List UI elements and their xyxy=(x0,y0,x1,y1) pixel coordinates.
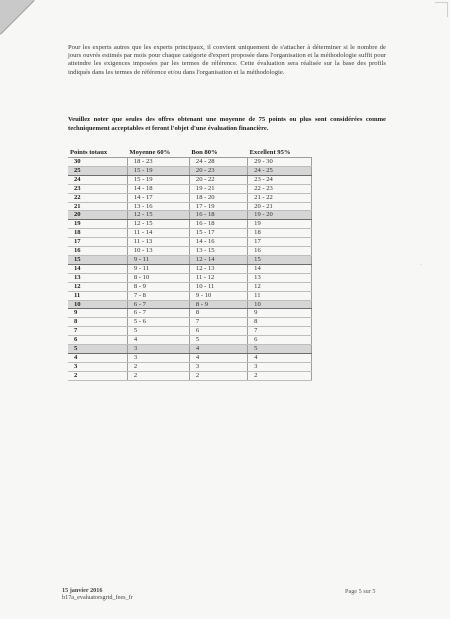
cell-moyenne: 3 xyxy=(127,353,189,362)
cell-moyenne: 12 - 15 xyxy=(127,211,189,220)
cell-moyenne: 6 - 7 xyxy=(127,300,189,309)
cell-moyenne: 12 - 15 xyxy=(127,220,189,229)
table-row xyxy=(68,318,312,327)
cell-points-totaux: 9 xyxy=(68,309,127,318)
cell-excellent: 14 xyxy=(248,264,312,273)
cell-excellent: 24 - 25 xyxy=(248,166,312,175)
table-row xyxy=(68,202,312,211)
cell-moyenne: 14 - 17 xyxy=(127,193,189,202)
cell-points-totaux: 22 xyxy=(68,193,127,202)
table-row xyxy=(68,229,312,238)
cell-moyenne: 13 - 16 xyxy=(127,202,189,211)
cell-bon: 19 - 21 xyxy=(189,184,247,193)
scan-speck: · xyxy=(420,262,422,268)
cell-excellent: 11 xyxy=(248,291,312,300)
cell-points-totaux: 5 xyxy=(68,345,127,354)
cell-excellent: 13 xyxy=(248,273,312,282)
cell-points-totaux: 16 xyxy=(68,247,127,256)
cell-bon: 7 xyxy=(189,318,247,327)
table-row xyxy=(68,247,312,256)
cell-moyenne: 7 - 8 xyxy=(127,291,189,300)
cell-excellent: 19 xyxy=(248,220,312,229)
cell-points-totaux: 7 xyxy=(68,327,127,336)
cell-points-totaux: 13 xyxy=(68,273,127,282)
cell-excellent: 22 - 23 xyxy=(248,184,312,193)
cell-moyenne: 5 xyxy=(127,327,189,336)
cell-bon: 14 - 16 xyxy=(189,238,247,247)
table-header-row xyxy=(68,148,312,158)
cell-points-totaux: 25 xyxy=(68,166,127,175)
cell-bon: 24 - 28 xyxy=(189,158,247,167)
table-row xyxy=(68,184,312,193)
table-row xyxy=(68,309,312,318)
cell-moyenne: 14 - 18 xyxy=(127,184,189,193)
page-edge-mark xyxy=(435,2,448,17)
cell-moyenne: 2 xyxy=(127,362,189,371)
cell-excellent: 6 xyxy=(248,336,312,345)
cell-excellent: 17 xyxy=(248,238,312,247)
cell-points-totaux: 15 xyxy=(68,255,127,264)
cell-excellent: 3 xyxy=(248,362,312,371)
cell-excellent: 23 - 24 xyxy=(248,175,312,184)
footer-filename: b17a_evaluatorsgrid_fees_fr xyxy=(62,594,133,602)
cell-bon: 5 xyxy=(189,336,247,345)
table-row xyxy=(68,353,312,362)
table-row xyxy=(68,300,312,309)
footer-date: 15 janvier 2016 xyxy=(62,587,103,594)
cell-bon: 20 - 22 xyxy=(189,175,247,184)
table-body xyxy=(68,158,312,381)
cell-bon: 16 - 18 xyxy=(189,211,247,220)
cell-bon: 17 - 19 xyxy=(189,202,247,211)
cell-moyenne: 4 xyxy=(127,336,189,345)
cell-excellent: 5 xyxy=(248,345,312,354)
table-row xyxy=(68,371,312,380)
header-bon: Bon 80% xyxy=(191,149,218,156)
threshold-note: Veuillez noter que seules des offres obtenant une moyenne de 75 points ou plus sont considérées comme techniquement acceptables et feront l'objet d'une évaluation financière. xyxy=(68,116,386,132)
cell-bon: 20 - 23 xyxy=(189,166,247,175)
table-row xyxy=(68,255,312,264)
cell-moyenne: 15 - 19 xyxy=(127,175,189,184)
cell-excellent: 2 xyxy=(248,371,312,380)
table-row xyxy=(68,175,312,184)
cell-bon: 6 xyxy=(189,327,247,336)
cell-points-totaux: 21 xyxy=(68,202,127,211)
table-row xyxy=(68,336,312,345)
intro-paragraph: Pour les experts autres que les experts principaux, il convient uniquement de s'attacher à déterminer si le nombre de jours ouvrés estimés par mois pour chaque catégorie d'expert proposée dans l'organisation et la méthodologie suffit pour atteindre les exigences imposées par les termes de référence. Cette évaluation sera réalisée sur la base des profils indiqués dans les termes de référence et/ou dans l'organisation et la méthodologie. xyxy=(68,44,386,76)
cell-moyenne: 9 - 11 xyxy=(127,255,189,264)
cell-excellent: 20 - 21 xyxy=(248,202,312,211)
cell-moyenne: 5 - 6 xyxy=(127,318,189,327)
cell-points-totaux: 6 xyxy=(68,336,127,345)
cell-bon: 11 - 12 xyxy=(189,273,247,282)
cell-bon: 16 - 18 xyxy=(189,220,247,229)
table-row xyxy=(68,166,312,175)
table-row xyxy=(68,158,312,167)
cell-bon: 10 - 11 xyxy=(189,282,247,291)
cell-bon: 8 - 9 xyxy=(189,300,247,309)
cell-points-totaux: 3 xyxy=(68,362,127,371)
cell-moyenne: 6 - 7 xyxy=(127,309,189,318)
cell-points-totaux: 17 xyxy=(68,238,127,247)
cell-moyenne: 9 - 11 xyxy=(127,264,189,273)
cell-excellent: 4 xyxy=(248,353,312,362)
cell-excellent: 15 xyxy=(248,255,312,264)
cell-points-totaux: 12 xyxy=(68,282,127,291)
cell-points-totaux: 4 xyxy=(68,353,127,362)
cell-points-totaux: 23 xyxy=(68,184,127,193)
header-moyenne: Moyenne 60% xyxy=(129,149,171,156)
cell-moyenne: 8 - 10 xyxy=(127,273,189,282)
table-row xyxy=(68,327,312,336)
table-row xyxy=(68,291,312,300)
cell-points-totaux: 8 xyxy=(68,318,127,327)
table-row xyxy=(68,238,312,247)
cell-excellent: 29 - 30 xyxy=(248,158,312,167)
cell-bon: 2 xyxy=(189,371,247,380)
cell-bon: 12 - 14 xyxy=(189,255,247,264)
cell-excellent: 16 xyxy=(248,247,312,256)
cell-points-totaux: 14 xyxy=(68,264,127,273)
cell-excellent: 18 xyxy=(248,229,312,238)
header-points-totaux: Points totaux xyxy=(70,149,108,156)
cell-bon: 9 - 10 xyxy=(189,291,247,300)
cell-bon: 4 xyxy=(189,353,247,362)
cell-excellent: 12 xyxy=(248,282,312,291)
cell-bon: 4 xyxy=(189,345,247,354)
header-excellent: Excellent 95% xyxy=(249,149,291,156)
cell-excellent: 8 xyxy=(248,318,312,327)
cell-points-totaux: 20 xyxy=(68,211,127,220)
cell-moyenne: 3 xyxy=(127,345,189,354)
cell-excellent: 7 xyxy=(248,327,312,336)
table-row xyxy=(68,211,312,220)
cell-excellent: 21 - 22 xyxy=(248,193,312,202)
cell-points-totaux: 10 xyxy=(68,300,127,309)
cell-excellent: 9 xyxy=(248,309,312,318)
cell-points-totaux: 18 xyxy=(68,229,127,238)
table-row xyxy=(68,264,312,273)
footer-page-number: Page 5 sur 5 xyxy=(345,588,376,595)
cell-moyenne: 2 xyxy=(127,371,189,380)
cell-excellent: 10 xyxy=(248,300,312,309)
cell-bon: 12 - 13 xyxy=(189,264,247,273)
table-row xyxy=(68,345,312,354)
footer-left xyxy=(62,587,133,602)
cell-moyenne: 11 - 14 xyxy=(127,229,189,238)
cell-points-totaux: 2 xyxy=(68,371,127,380)
table-row xyxy=(68,220,312,229)
cell-moyenne: 18 - 23 xyxy=(127,158,189,167)
table-row xyxy=(68,193,312,202)
table-row xyxy=(68,273,312,282)
cell-bon: 13 - 15 xyxy=(189,247,247,256)
cell-bon: 3 xyxy=(189,362,247,371)
table-row xyxy=(68,282,312,291)
cell-excellent: 19 - 20 xyxy=(248,211,312,220)
cell-points-totaux: 11 xyxy=(68,291,127,300)
cell-points-totaux: 19 xyxy=(68,220,127,229)
cell-bon: 15 - 17 xyxy=(189,229,247,238)
cell-moyenne: 15 - 19 xyxy=(127,166,189,175)
cell-moyenne: 8 - 9 xyxy=(127,282,189,291)
table-row xyxy=(68,362,312,371)
cell-moyenne: 10 - 13 xyxy=(127,247,189,256)
cell-bon: 8 xyxy=(189,309,247,318)
cell-bon: 18 - 20 xyxy=(189,193,247,202)
evaluation-grid-table xyxy=(68,148,312,381)
cell-moyenne: 11 - 13 xyxy=(127,238,189,247)
cell-points-totaux: 24 xyxy=(68,175,127,184)
cell-points-totaux: 30 xyxy=(68,158,127,167)
